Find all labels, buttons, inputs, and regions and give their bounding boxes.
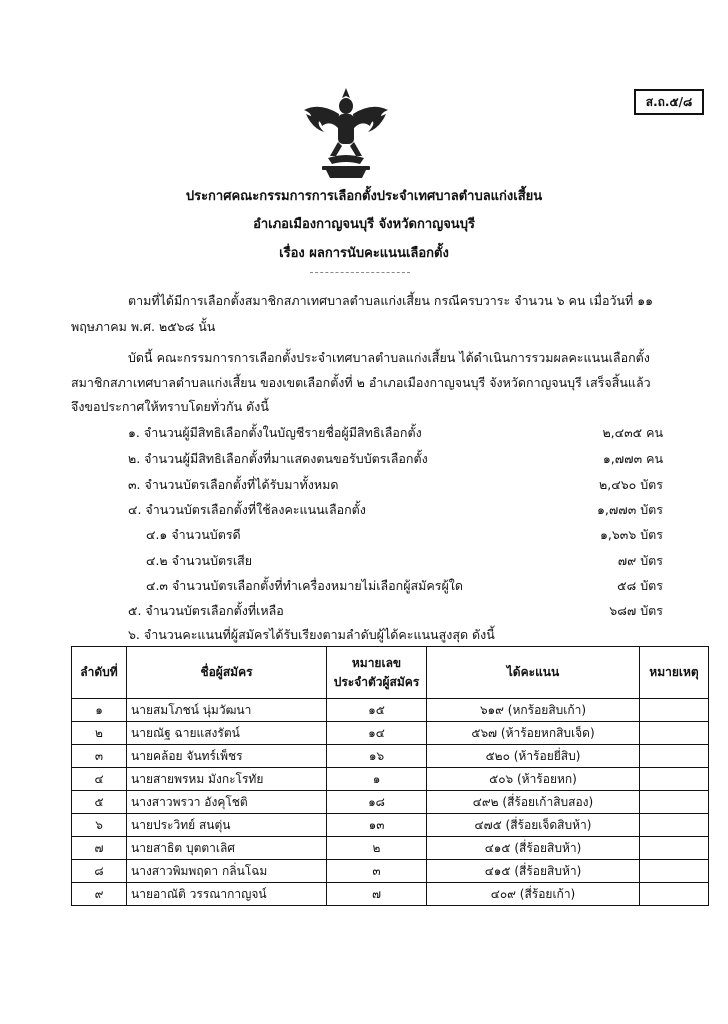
results-table [71, 646, 709, 906]
row-remark [640, 791, 709, 814]
item-value: ๒,๔๖๐ บัตร [599, 477, 663, 492]
row-candidate-name: นายคล้อย จันทร์เพ็ชร [127, 745, 327, 768]
item-value: ๑,๗๗๓ บัตร [597, 502, 663, 517]
item-label: ๔.๒ จำนวนบัตรเสีย [146, 553, 253, 568]
row-candidate-number: ๗ [327, 883, 427, 906]
header-remark: หมายเหตุ [640, 647, 709, 699]
table-row [72, 837, 709, 860]
row-candidate-number: ๑๕ [327, 699, 427, 722]
row-votes: ๕๖๗ (ห้าร้อยหกสิบเจ็ด) [427, 722, 640, 745]
row-rank: ๕ [72, 791, 127, 814]
item-label: ๕. จำนวนบัตรเลือกตั้งที่เหลือ [128, 603, 284, 618]
item-ballots-received [0, 475, 728, 497]
item-label: ๓. จำนวนบัตรเลือกตั้งที่ได้รับมาทั้งหมด [128, 477, 339, 492]
row-rank: ๘ [72, 860, 127, 883]
row-candidate-name: นางสาวพรวา อังคุโชติ [127, 791, 327, 814]
paragraph-2-line-3: จึงขอประกาศให้ทราบโดยทั่วกัน ดังนี้ [71, 399, 269, 414]
header-candidate-name: ชื่อผู้สมัคร [127, 647, 327, 699]
row-rank: ๗ [72, 837, 127, 860]
item-voters-present [0, 449, 728, 471]
row-rank: ๓ [72, 745, 127, 768]
row-votes: ๕๐๖ (ห้าร้อยหก) [427, 768, 640, 791]
table-row [72, 883, 709, 906]
row-rank: ๒ [72, 722, 127, 745]
row-candidate-number: ๓ [327, 860, 427, 883]
row-candidate-number: ๑๓ [327, 814, 427, 837]
row-candidate-number: ๑๖ [327, 745, 427, 768]
row-remark [640, 768, 709, 791]
row-rank: ๔ [72, 768, 127, 791]
item-label: ๒. จำนวนผู้มีสิทธิเลือกตั้งที่มาแสดงตนขอรับบัตรเลือกตั้ง [128, 451, 428, 466]
row-votes: ๕๒๐ (ห้าร้อยยี่สิบ) [427, 745, 640, 768]
item-label: ๔.๓ จำนวนบัตรเลือกตั้งที่ทำเครื่องหมายไม่เลือกผู้สมัครผู้ใด [146, 578, 464, 593]
item-label: ๔.๑ จำนวนบัตรดี [146, 527, 241, 542]
row-remark [640, 837, 709, 860]
item-no-vote-ballots [0, 576, 728, 598]
row-candidate-name: นางสาวพิมพฤดา กลิ่นโฉม [127, 860, 327, 883]
item-label: ๔. จำนวนบัตรเลือกตั้งที่ใช้ลงคะแนนเลือกตั้ง [128, 502, 366, 517]
table-row [72, 768, 709, 791]
header-votes: ได้คะแนน [427, 647, 640, 699]
paragraph-2-line-1: บัดนี้ คณะกรรมการการเลือกตั้งประจำเทศบาลตำบลแก่งเสี้ยน ได้ดำเนินการรวมผลคะแนนเลือกตั้ง [128, 350, 650, 365]
table-row [72, 791, 709, 814]
row-remark [640, 699, 709, 722]
row-votes: ๔๑๕ (สี่ร้อยสิบห้า) [427, 860, 640, 883]
item-value: ๗๙ บัตร [617, 553, 663, 568]
paragraph-1-line-1: ตามที่ได้มีการเลือกตั้งสมาชิกสภาเทศบาลตำบลแก่งเสี้ยน กรณีครบวาระ จำนวน ๖ คน เมื่อวันที่ ๑๑ [128, 293, 654, 308]
garuda-emblem [300, 84, 392, 180]
row-candidate-number: ๑๔ [327, 722, 427, 745]
table-row [72, 699, 709, 722]
row-remark [640, 883, 709, 906]
header-candidate-number [327, 647, 427, 699]
subject-line: เรื่อง ผลการนับคะแนนเลือกตั้ง [279, 246, 449, 261]
item-value: ๖๘๗ บัตร [609, 603, 663, 618]
item-valid-ballots [0, 525, 728, 547]
item-value: ๒,๔๓๕ คน [602, 425, 663, 440]
form-code-box: ส.ถ.๕/๘ [634, 89, 704, 115]
district-province-line: อำเภอเมืองกาญจนบุรี จังหวัดกาญจนบุรี [253, 217, 475, 232]
item-invalid-ballots [0, 551, 728, 573]
row-remark [640, 745, 709, 768]
paragraph-1-line-2: พฤษภาคม พ.ศ. ๒๕๖๘ นั้น [71, 319, 216, 334]
table-row [72, 860, 709, 883]
row-remark [640, 722, 709, 745]
item-label: ๑. จำนวนผู้มีสิทธิเลือกตั้งในบัญชีรายชื่อผู้มีสิทธิเลือกตั้ง [128, 425, 422, 440]
row-candidate-name: นายสมโภชน์ นุ่มวัฒนา [127, 699, 327, 722]
row-votes: ๔๐๙ (สี่ร้อยเก้า) [427, 883, 640, 906]
item-ballots-used [0, 500, 728, 522]
row-candidate-number: ๑๘ [327, 791, 427, 814]
item-value: ๕๘ บัตร [617, 578, 663, 593]
item-eligible-voters [0, 423, 728, 445]
announcement-title: ประกาศคณะกรรมการการเลือกตั้งประจำเทศบาลตำบลแก่งเสี้ยน [185, 189, 543, 204]
item-value: ๑,๖๓๖ บัตร [599, 527, 663, 542]
row-votes: ๔๑๕ (สี่ร้อยสิบห้า) [427, 837, 640, 860]
row-rank: ๙ [72, 883, 127, 906]
row-votes: ๔๙๒ (สี่ร้อยเก้าสิบสอง) [427, 791, 640, 814]
row-votes: ๖๑๙ (หกร้อยสิบเก้า) [427, 699, 640, 722]
header-rank: ลำดับที่ [72, 647, 127, 699]
item-label: ๖. จำนวนคะแนนที่ผู้สมัครได้รับเรียงตามลำดับผู้ได้คะแนนสูงสุด ดังนี้ [128, 627, 495, 642]
row-votes: ๔๗๕ (สี่ร้อยเจ็ดสิบห้า) [427, 814, 640, 837]
row-remark [640, 860, 709, 883]
paragraph-2-line-2: สมาชิกสภาเทศบาลตำบลแก่งเสี้ยน ของเขตเลือกตั้งที่ ๒ อำเภอเมืองกาญจนบุรี จังหวัดกาญจนบุรี เสร็จสิ้นแล้ว [71, 375, 651, 390]
header-number-line-2: ประจำตัวผู้สมัคร [333, 674, 420, 689]
row-rank: ๑ [72, 699, 127, 722]
table-row [72, 722, 709, 745]
row-candidate-name: นายสายพรหม มังกะโรทัย [127, 768, 327, 791]
item-candidate-scores-heading [0, 625, 728, 647]
row-candidate-name: นายประวิทย์ สนตุ่น [127, 814, 327, 837]
row-rank: ๖ [72, 814, 127, 837]
table-header-row [72, 647, 709, 699]
item-value: ๑,๗๗๓ คน [602, 451, 663, 466]
row-candidate-number: ๑ [327, 768, 427, 791]
table-row [72, 745, 709, 768]
row-candidate-number: ๒ [327, 837, 427, 860]
row-candidate-name: นายอาณัติ วรรณากาญจน์ [127, 883, 327, 906]
row-candidate-name: นายณัฐ ฉายแสงรัตน์ [127, 722, 327, 745]
row-candidate-name: นายสาธิต บุตตาเลิศ [127, 837, 327, 860]
row-remark [640, 814, 709, 837]
header-number-line-1: หมายเลข [351, 655, 402, 670]
table-row [72, 814, 709, 837]
item-remaining-ballots [0, 601, 728, 623]
title-divider [310, 272, 410, 273]
